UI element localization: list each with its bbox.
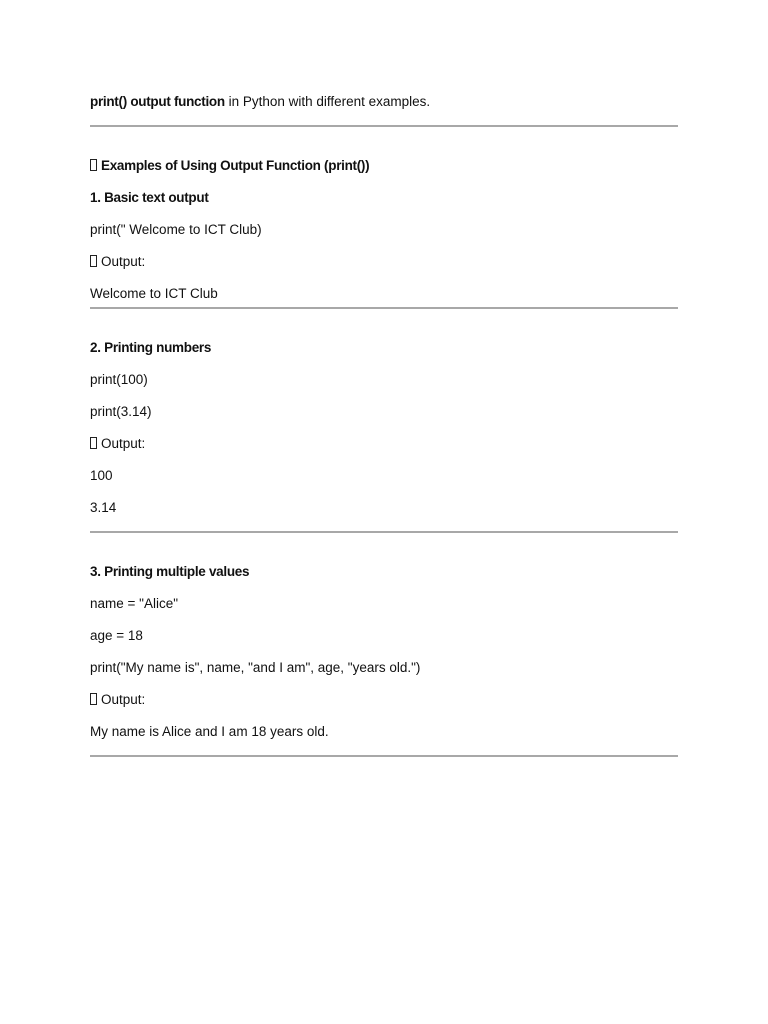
output-line: 100 [90, 468, 113, 483]
code-line: age = 18 [90, 628, 143, 643]
title-bold: print() output function [90, 94, 225, 109]
code-line: print("My name is", name, "and I am", age, "years old.") [90, 660, 421, 675]
divider [90, 531, 678, 533]
divider [90, 755, 678, 757]
examples-heading [90, 157, 369, 175]
output-label [90, 253, 145, 271]
section-title: 2. Printing numbers [90, 340, 212, 355]
missing-glyph-icon [90, 159, 97, 171]
section-title: 1. Basic text output [90, 190, 209, 205]
missing-glyph-icon [90, 693, 97, 705]
examples-heading-text: Examples of Using Output Function (print()) [101, 158, 370, 173]
document-title [90, 93, 430, 111]
missing-glyph-icon [90, 255, 97, 267]
divider [90, 125, 678, 127]
code-line: print(3.14) [90, 404, 152, 419]
divider [90, 307, 678, 309]
output-label-text: Output: [101, 436, 146, 451]
section-title: 3. Printing multiple values [90, 564, 250, 579]
missing-glyph-icon [90, 437, 97, 449]
code-line: print(100) [90, 372, 148, 387]
output-label-text: Output: [101, 692, 146, 707]
code-line: print(" Welcome to ICT Club) [90, 222, 262, 237]
title-rest: in Python with different examples. [224, 94, 431, 109]
output-line: My name is Alice and I am 18 years old. [90, 724, 329, 739]
output-line: Welcome to ICT Club [90, 286, 218, 301]
output-label [90, 691, 145, 709]
code-line: name = "Alice" [90, 596, 179, 611]
output-line: 3.14 [90, 500, 117, 515]
output-label [90, 435, 145, 453]
output-label-text: Output: [101, 254, 146, 269]
